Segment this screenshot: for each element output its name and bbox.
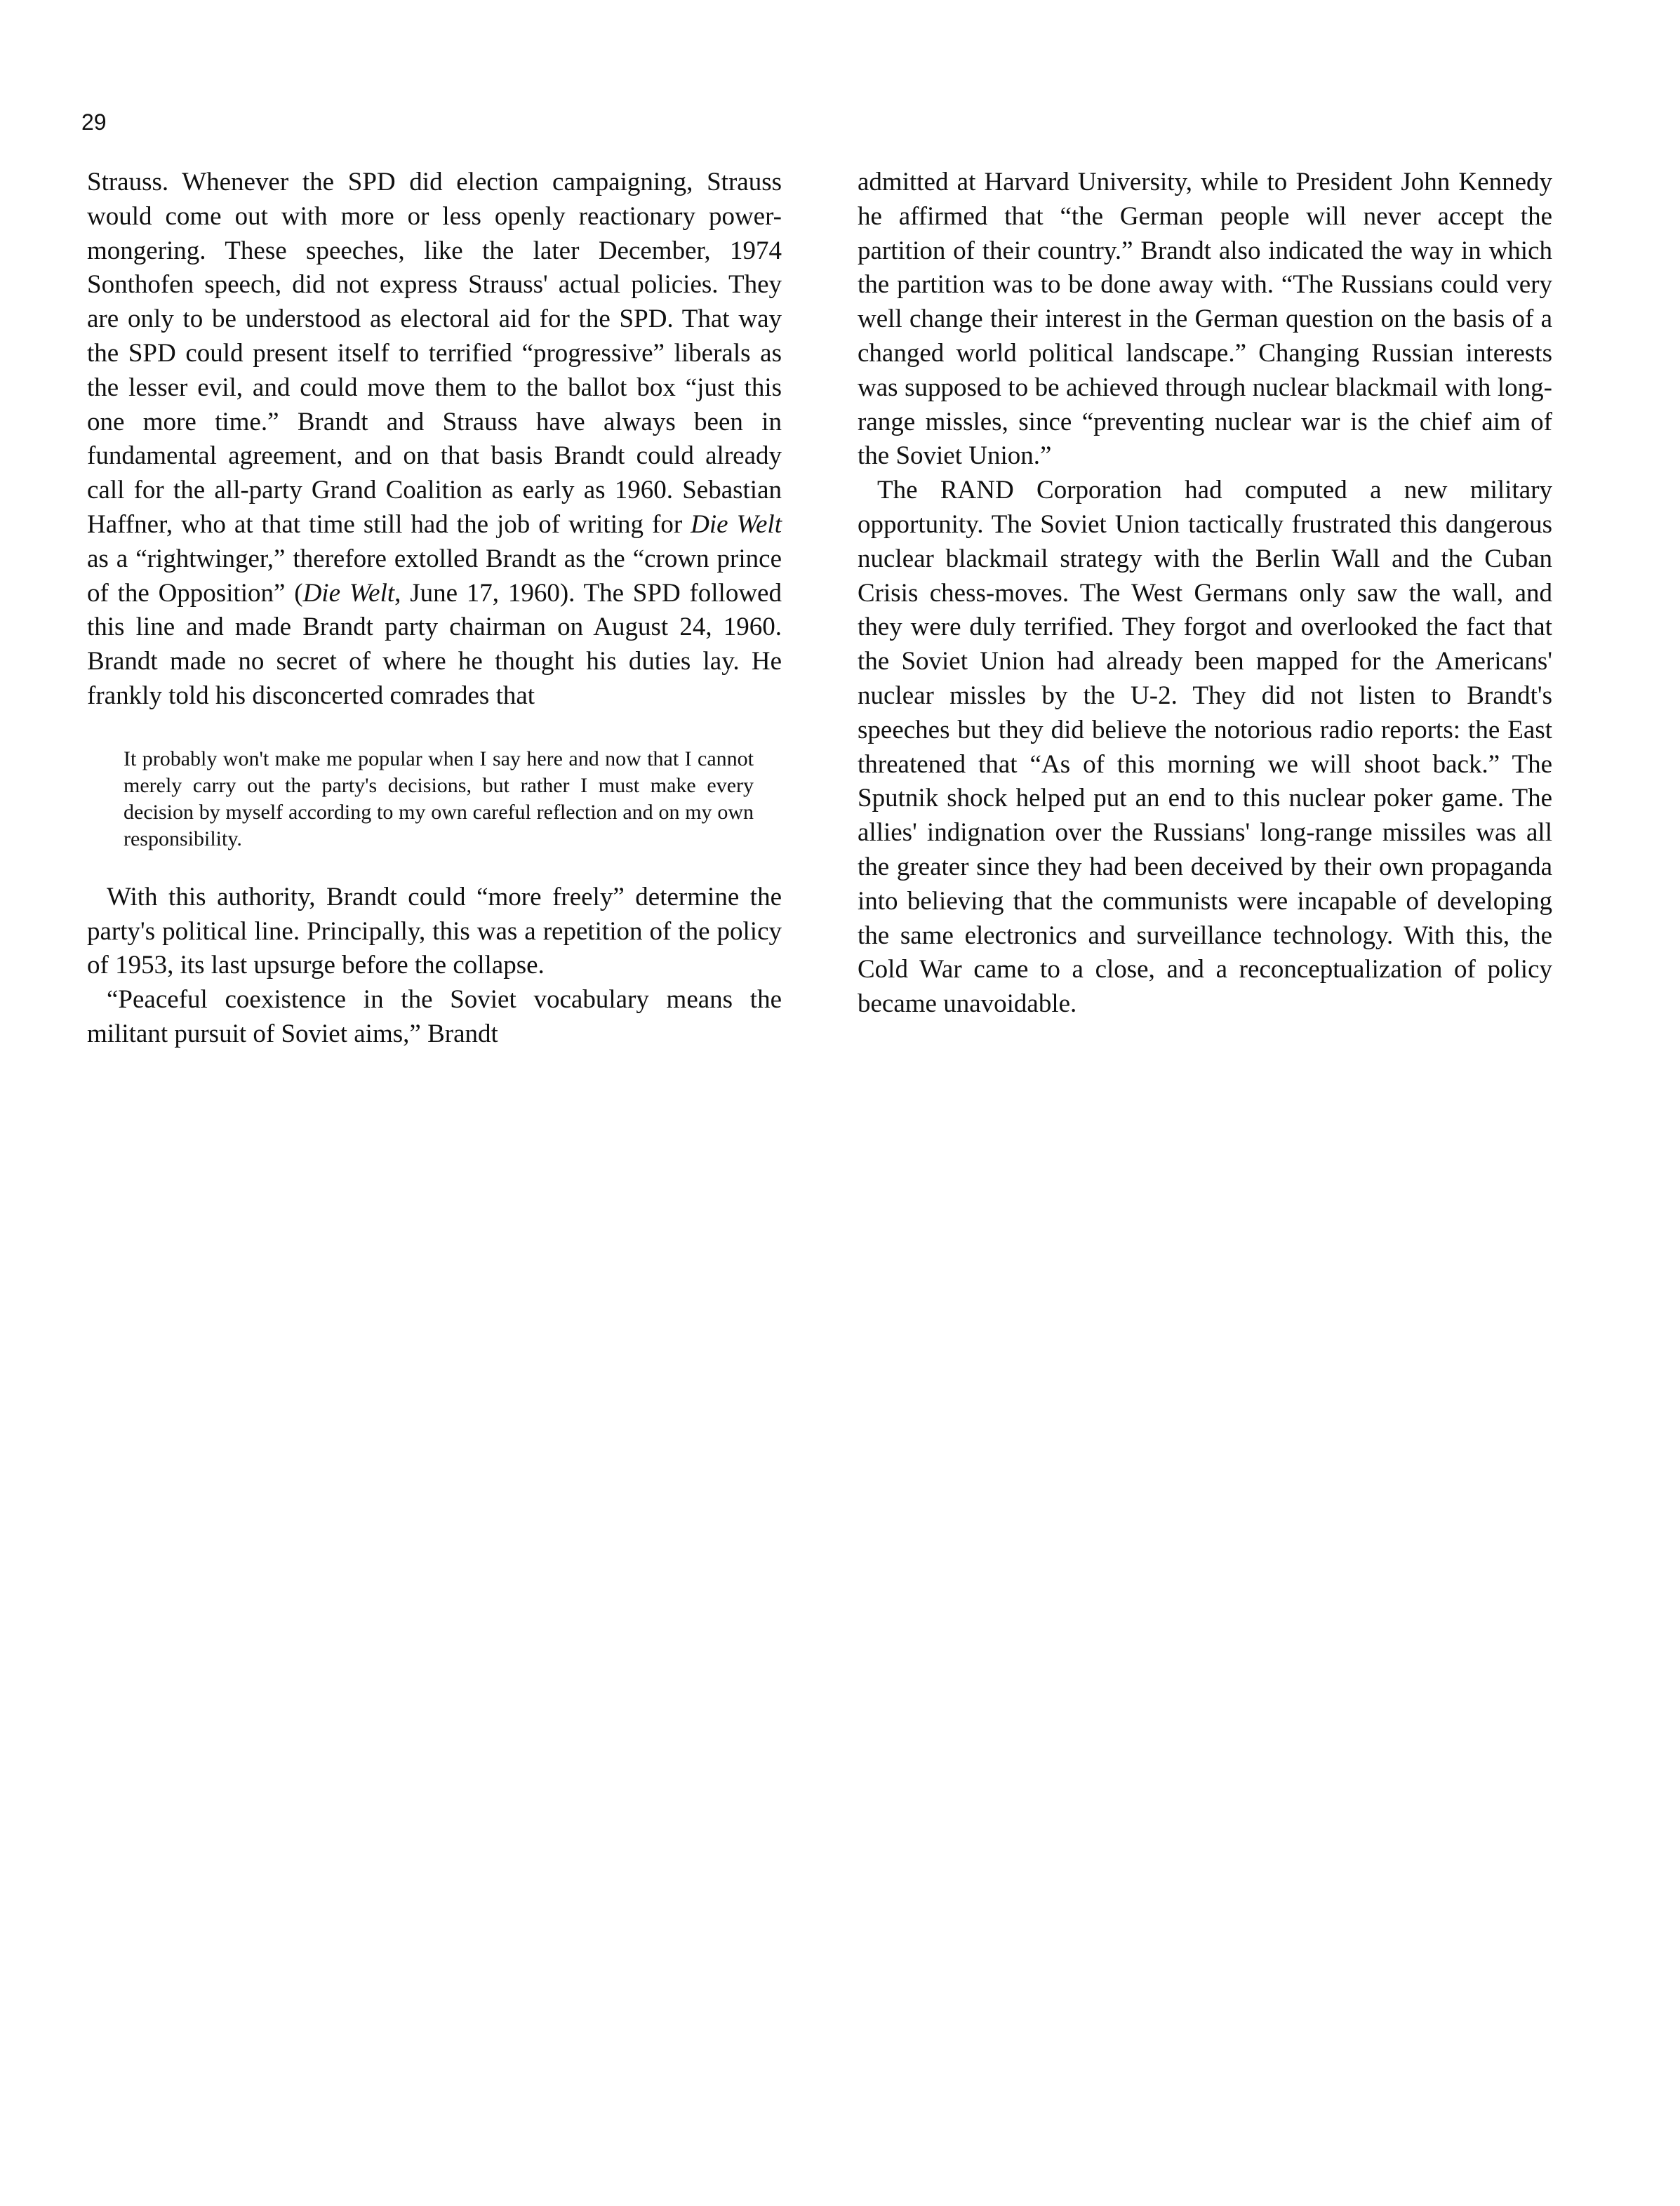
- right-paragraph-1: admitted at Harvard University, while to President John Kennedy he affirmed that “the German people will never accept the partition of their country.” Brandt also indicated the way in which the partition was to be done away with. “The Russians could very well change their interest in the German question on the basis of a changed world political landscape.” Changing Russian interests was supposed to be achieved through nuclear blackmail with long-range missles, since “preventing nuclear war is the chief aim of the Soviet Union.”: [858, 168, 1552, 471]
- left-p1-text-b: as a “rightwinger,” therefore extolled Brandt as the “crown prince of the Opposition” (: [87, 544, 782, 608]
- left-paragraph-1: [87, 166, 782, 714]
- page-number: 29: [81, 109, 107, 135]
- italic-die-welt-1: Die Welt: [691, 509, 782, 539]
- left-column: [87, 166, 782, 1052]
- right-column: [858, 166, 1552, 1022]
- block-quote: It probably won't make me popular when I say here and now that I cannot merely carry out the party's decisions, but rather I must make every decision by myself according to my own careful reflection and on my own responsibility.: [124, 747, 754, 850]
- italic-die-welt-2: Die Welt: [302, 578, 395, 608]
- left-p1-text-a: Strauss. Whenever the SPD did election campaigning, Strauss would come out with more or less openly reactionary power-mongering. These speeches, like the later December, 1974 Sonthofen speech, did not express Strauss' actual policies. They are only to be understood as electoral aid for the SPD. That way the SPD could present itself to terrified “progressive” liberals as the lesser evil, and could move them to the ballot box “just this one more time.” Brandt and Strauss have always been in fundamental agreement, and on that basis Brandt could already call for the all-party Grand Coalition as early as 1960. Sebastian Haffner, who at that time still had the job of writing for: [87, 168, 782, 539]
- left-paragraph-3: “Peaceful coexistence in the Soviet vocabulary means the militant pursuit of Soviet aims,” Brandt: [87, 985, 782, 1048]
- left-p1-text-c: , June 17, 1960). The SPD followed this line and made Brandt party chairman on August 24, 1960. Brandt made no secret of where he thought his duties lay. He frankly told his disconcerted comrades that: [87, 578, 782, 710]
- right-paragraph-2: The RAND Corporation had computed a new military opportunity. The Soviet Union tactically frustrated this dangerous nuclear blackmail strategy with the Berlin Wall and the Cuban Crisis chess-moves. The West Germans only saw the wall, and they were duly terrified. They forgot and overlooked the fact that the Soviet Union had already been mapped for the Americans' nuclear missles by the U-2. They did not listen to Brandt's speeches but they did believe the notorious radio reports: the East threatened that “As of this morning we will shoot back.” The Sputnik shock helped put an end to this nuclear poker game. The allies' indignation over the Russians' long-range missiles was all the greater since they had been deceived by their own propaganda into believing that the communists were incapable of developing the same electronics and surveillance technology. With this, the Cold War came to a close, and a reconceptualization of policy became unavoidable.: [858, 476, 1552, 1019]
- left-paragraph-2: With this authority, Brandt could “more freely” determine the party's political line. Principally, this was a repetition of the policy of 1953, its last upsurge before the collapse.: [87, 882, 782, 980]
